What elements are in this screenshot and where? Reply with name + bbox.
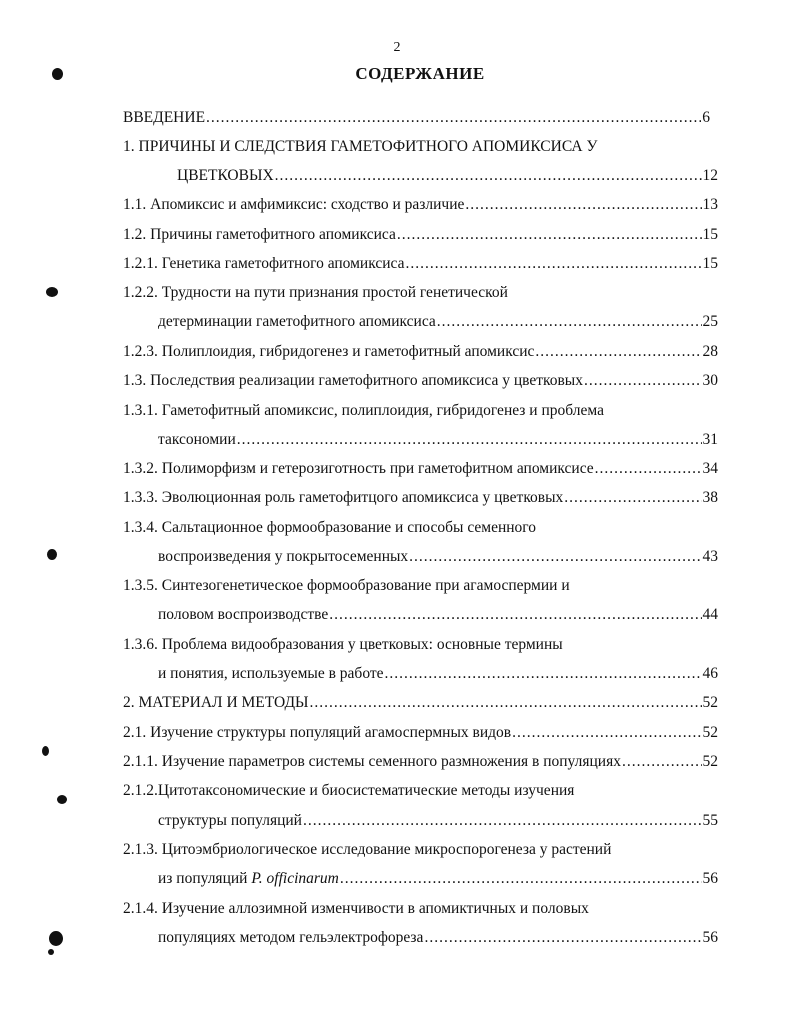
toc-entry: воспроизведения у покрытосеменных ..... 43 [158, 547, 718, 567]
toc-entry: 1.2.1. Генетика гаметофитного апомиксиса ..... 15 [123, 254, 718, 274]
toc-entry: 1.3.2. Полиморфизм и гетерозиготность при гаметофитном апомиксисе ..... 34 [123, 459, 718, 479]
toc-entry-line: 1.2.2. Трудности на пути признания простой генетической [123, 284, 508, 301]
toc-entry: популяциях методом гельэлектрофореза ..... 56 [158, 928, 718, 948]
scan-mark [49, 931, 63, 946]
toc-entry: 2. МАТЕРИАЛ И МЕТОДЫ ..... 52 [123, 693, 718, 713]
toc-entry: ЦВЕТКОВЫХ ..... 12 [177, 166, 718, 186]
toc-entry-line: 1.3.4. Сальтационное формообразование и способы семенного [123, 519, 537, 536]
toc-entry: ВВЕДЕНИЕ ..... 6 [123, 108, 710, 128]
toc-entry-line: 1.3.1. Гаметофитный апомиксис, полиплоидия, гибридогенез и проблема [123, 402, 604, 419]
toc-entry-line: 1. ПРИЧИНЫ И СЛЕДСТВИЯ ГАМЕТОФИТНОГО АПОМИКСИСА У [123, 138, 598, 155]
toc-entry: 1.3.3. Эволюционная роль гаметофитцого апомиксиса у цветковых ..... 38 [123, 488, 718, 508]
scan-mark [47, 549, 57, 560]
toc-entry-line: 1.3.6. Проблема видообразования у цветковых: основные термины [123, 636, 563, 653]
toc-entry: половом воспроизводстве ..... 44 [158, 605, 718, 625]
toc-entry-line: 2.1.3. Цитоэмбриологическое исследование микроспорогенеза у растений [123, 841, 612, 858]
toc-entry: таксономии ..... 31 [158, 430, 718, 450]
toc-entry-line: 2.1.2.Цитотаксономические и биосистематические методы изучения [123, 782, 575, 799]
page-number: 2 [393, 40, 401, 55]
toc-entry: и понятия, используемые в работе ..... 46 [158, 664, 718, 684]
toc-entry-line: 1.3.5. Синтезогенетическое формообразование при агамоспермии и [123, 577, 570, 594]
toc-entry: 1.3. Последствия реализации гаметофитного апомиксиса у цветковых ..... 30 [123, 371, 718, 391]
scan-mark [48, 949, 54, 955]
page-title: СОДЕРЖАНИЕ [355, 64, 485, 83]
scan-mark [52, 68, 63, 80]
toc-entry-line: 2.1.4. Изучение аллозимной изменчивости в апомиктичных и половых [123, 900, 589, 917]
toc-entry: 2.1. Изучение структуры популяций агамоспермных видов ..... 52 [123, 723, 718, 743]
toc-entry: структуры популяций ..... 55 [158, 811, 718, 831]
toc-entry: 1.2. Причины гаметофитного апомиксиса ..... 15 [123, 225, 718, 245]
toc-entry: из популяций P. officinarum ..... 56 [158, 869, 718, 889]
scan-mark [46, 287, 58, 297]
toc-entry: детерминации гаметофитного апомиксиса ..... 25 [158, 312, 718, 332]
toc-entry: 1.1. Апомиксис и амфимиксис: сходство и различие ..... 13 [123, 195, 718, 215]
scan-mark [57, 795, 67, 804]
toc-entry: 1.2.3. Полиплоидия, гибридогенез и гаметофитный апомиксис ..... 28 [123, 342, 718, 362]
toc-entry: 2.1.1. Изучение параметров системы семенного размножения в популяциях ..... 52 [123, 752, 718, 772]
species-name: P. officinarum [251, 870, 339, 887]
scan-mark [42, 746, 49, 756]
